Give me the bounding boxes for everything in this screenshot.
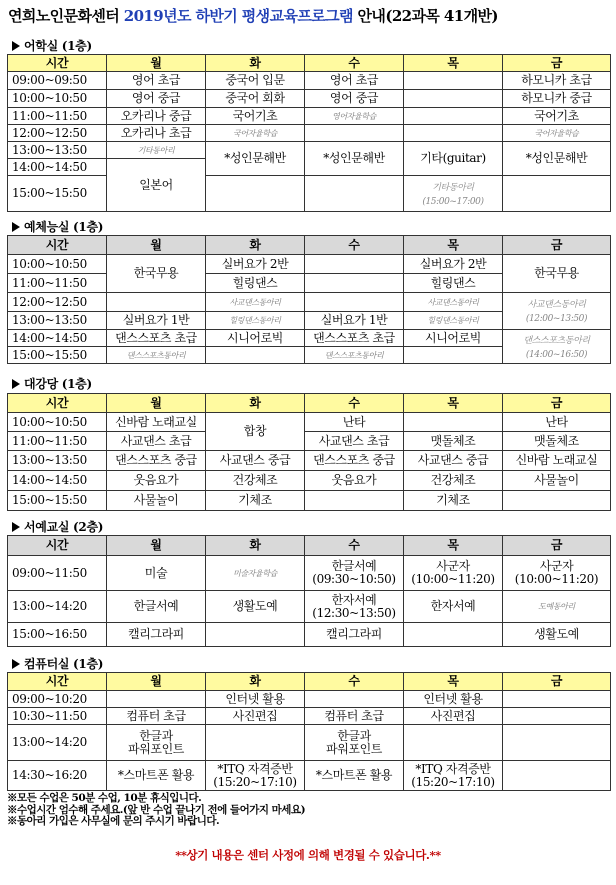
triangle-icon (12, 222, 20, 232)
table-row: 13:00~13:50 기타동아리 *성인문해반 *성인문해반 기타(guitar) *성인문해반 (8, 142, 611, 159)
center-name: 연희노인문화센터 (8, 7, 120, 25)
table-row: 09:00~09:50 영어 초급 중국어 입문 영어 초급 하모니카 초급 (8, 72, 611, 90)
table-header: 시간 월 화 수 목 금 (8, 236, 611, 255)
table-row: 13:00~13:50 실버요가 1반 힐링댄스동아리 실버요가 1반 힐링댄스동아리 (8, 312, 611, 330)
schedule-table (7, 235, 611, 364)
note-line: ※수업시간 엄수해 주세요.(앞 반 수업 끝나기 전에 들어가지 마세요) (7, 803, 306, 816)
table-row: 13:00~13:50 댄스스포츠 중급 사교댄스 중급 댄스스포츠 중급 사교댄스 중급 신바람 노래교실 (8, 451, 611, 471)
schedule-table (7, 672, 611, 791)
table-row: 14:30~16:20 *스마트폰 활용 *ITQ 자격증반 (15:20~17:10) *스마트폰 활용 *ITQ 자격증반 (15:20~17:10) (8, 761, 611, 791)
schedule-table (7, 393, 611, 511)
table-row: 15:00~15:50 댄스스포츠동아리 댄스스포츠동아리 (8, 347, 611, 364)
table-row: 11:00~11:50 사교댄스 초급 사교댄스 초급 맷돌체조 맷돌체조 (8, 432, 611, 451)
triangle-icon (12, 522, 20, 532)
table-row: 11:00~11:50 힐링댄스 힐링댄스 (8, 274, 611, 293)
section-header: 어학실 (1층) (6, 37, 610, 53)
program-title: 2019년도 하반기 평생교육프로그램 (123, 7, 353, 25)
notes (7, 793, 611, 828)
table-row: 10:30~11:50 컴퓨터 초급 사진편집 컴퓨터 초급 사진편집 (8, 708, 611, 725)
triangle-icon (12, 379, 20, 389)
table-row: 15:00~16:50 캘리그라피 캘리그라피 생활도예 (8, 623, 611, 647)
triangle-icon (12, 659, 20, 669)
table-row: 14:00~14:50 일본어 (8, 159, 611, 176)
table-row: 13:00~14:20 한글과 파워포인트 한글과 파워포인트 (8, 725, 611, 761)
section-header: 대강당 (1층) (6, 375, 610, 391)
table-row: 15:00~15:50 기타동아리 (15:00~17:00) (8, 176, 611, 212)
table-header: 시간 월 화 수 목 금 (8, 55, 611, 72)
schedule-table (7, 54, 611, 212)
table-row: 12:00~12:50 오카리나 초급 국어자율학습 국어자율학습 (8, 125, 611, 142)
note-line: ※모든 수업은 50분 수업, 10분 휴식입니다. (7, 792, 202, 804)
table-header: 시간 월 화 수 목 금 (8, 394, 611, 413)
schedule-table (7, 535, 611, 647)
triangle-icon (12, 41, 20, 51)
table-header: 시간 월 화 수 목 금 (8, 536, 611, 556)
table-row: 12:00~12:50 사교댄스동아리 사교댄스동아리 사교댄스동아리 (12:00~13:50) (8, 293, 611, 312)
table-header: 시간 월 화 수 목 금 (8, 673, 611, 691)
table-row: 10:00~10:50 한국무용 실버요가 2반 실버요가 2반 한국무용 (8, 255, 611, 274)
table-row: 15:00~15:50 사물놀이 기체조 기체조 (8, 491, 611, 511)
table-row: 10:00~10:50 영어 중급 중국어 회화 영어 중급 하모니카 중급 (8, 90, 611, 108)
table-row: 13:00~14:20 한글서예 생활도예 한자서예 (12:30~13:50) 한자서예 도예동아리 (8, 591, 611, 623)
section-header: 컴퓨터실 (1층) (6, 655, 610, 671)
table-row: 14:00~14:50 웃음요가 건강체조 웃음요가 건강체조 사물놀이 (8, 471, 611, 491)
table-row: 11:00~11:50 오카리나 중급 국어기초 영어자율학습 국어기초 (8, 108, 611, 125)
page-title (8, 5, 612, 29)
section-header: 서예교실 (2층) (6, 518, 610, 534)
table-row: 10:00~10:50 신바람 노래교실 합창 난타 난타 (8, 413, 611, 432)
table-row: 14:00~14:50 댄스스포츠 초급 시니어로빅 댄스스포츠 초급 시니어로빅 댄스스포츠동아리 (14:00~16:50) (8, 330, 611, 347)
program-summary: 안내(22과목 41개반) (357, 7, 498, 25)
change-warning: **상기 내용은 센터 사정에 의해 변경될 수 있습니다.** (175, 848, 441, 862)
table-row: 09:00~10:20 인터넷 활용 인터넷 활용 (8, 691, 611, 708)
note-line: ※동아리 가입은 사무실에 문의 주시기 바랍니다. (7, 815, 220, 827)
section-header: 예체능실 (1층) (6, 218, 610, 234)
table-row: 09:00~11:50 미술 미술자율학습 한글서예 (09:30~10:50) 사군자 (10:00~11:20) 사군자 (10:00~11:20) (8, 556, 611, 591)
